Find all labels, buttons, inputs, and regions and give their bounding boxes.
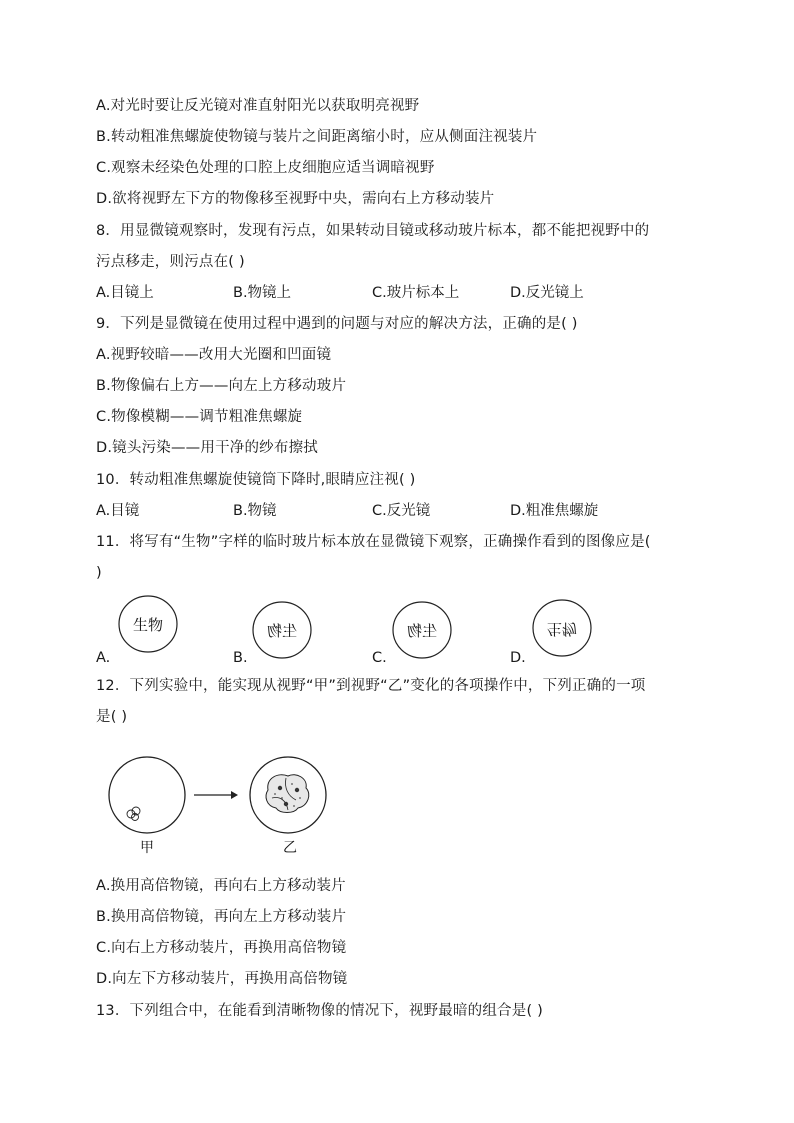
q8-stem-line2: 污点移走，则污点在( ) <box>96 254 245 270</box>
q11-stem-line1: 11．将写有“生物”字样的临时玻片标本放在显微镜下观察，正确操作看到的图像应是( <box>96 534 651 550</box>
q12-figure <box>100 748 340 858</box>
q9-option-a: A.视野较暗——改用大光圈和凹面镜 <box>96 347 332 363</box>
field-jia-label: 甲 <box>140 840 154 856</box>
q11-figure-d <box>530 598 596 660</box>
q11-figure-b-text: 生物 <box>266 622 298 640</box>
q8-option-a: A.目镜上 <box>96 285 154 301</box>
q13-stem: 13．下列组合中，在能看到清晰物像的情况下，视野最暗的组合是( ) <box>96 1003 543 1019</box>
q10-stem: 10．转动粗准焦螺旋使镜筒下降时,眼睛应注视( ) <box>96 472 416 488</box>
q11-option-d-label: D. <box>510 650 526 666</box>
q11-stem-line2: ) <box>96 565 102 581</box>
q12-option-b: B.换用高倍物镜，再向左上方移动装片 <box>96 909 347 925</box>
q7-option-a: A.对光时要让反光镜对准直射阳光以获取明亮视野 <box>96 98 420 114</box>
q12-stem-line1: 12．下列实验中，能实现从视野“甲”到视野“乙”变化的各项操作中，下列正确的一项 <box>96 678 646 694</box>
q11-figure-c-text: 生物 <box>406 622 438 640</box>
q11-figure-c <box>390 600 456 662</box>
q10-option-c: C.反光镜 <box>372 503 431 519</box>
q12-option-a: A.换用高倍物镜，再向右上方移动装片 <box>96 878 346 894</box>
q8-stem-line1: 8．用显微镜观察时，发现有污点，如果转动目镜或移动玻片标本，都不能把视野中的 <box>96 223 650 239</box>
q9-option-d: D.镜头污染——用干净的纱布擦拭 <box>96 440 318 456</box>
field-yi-label: 乙 <box>283 840 297 856</box>
q9-option-c: C.物像模糊——调节粗准焦螺旋 <box>96 409 303 425</box>
q7-option-d: D.欲将视野左下方的物像移至视野中央，需向右上方移动装片 <box>96 191 495 207</box>
field-jia-circle <box>109 757 185 833</box>
q10-option-b: B.物镜 <box>233 503 277 519</box>
q8-option-b: B.物镜上 <box>233 285 292 301</box>
q12-option-c: C.向右上方移动装片，再换用高倍物镜 <box>96 940 347 956</box>
q12-stem-line2: 是( ) <box>96 709 128 725</box>
q11-figure-a-text: 生物 <box>132 616 164 634</box>
large-cells-icon <box>266 775 309 813</box>
arrow-head-icon <box>231 791 238 799</box>
small-cells-icon <box>127 807 140 821</box>
q12-option-d: D.向左下方移动装片，再换用高倍物镜 <box>96 971 348 987</box>
q11-figure-b <box>250 600 316 662</box>
q11-figure-d-text: 生物 <box>546 620 578 638</box>
q10-option-a: A.目镜 <box>96 503 140 519</box>
q11-figure-a <box>115 594 183 656</box>
q8-option-d: D.反光镜上 <box>510 285 584 301</box>
q11-option-c-label: C. <box>372 650 387 666</box>
q9-stem: 9．下列是显微镜在使用过程中遇到的问题与对应的解决方法，正确的是( ) <box>96 316 578 332</box>
q11-option-b-label: B. <box>233 650 248 666</box>
q9-option-b: B.物像偏右上方——向左上方移动玻片 <box>96 378 347 394</box>
q8-option-c: C.玻片标本上 <box>372 285 460 301</box>
q11-option-a-label: A. <box>96 650 111 666</box>
q7-option-c: C.观察未经染色处理的口腔上皮细胞应适当调暗视野 <box>96 160 435 176</box>
q7-option-b: B.转动粗准焦螺旋使物镜与装片之间距离缩小时，应从侧面注视装片 <box>96 129 538 145</box>
q10-option-d: D.粗准焦螺旋 <box>510 503 599 519</box>
